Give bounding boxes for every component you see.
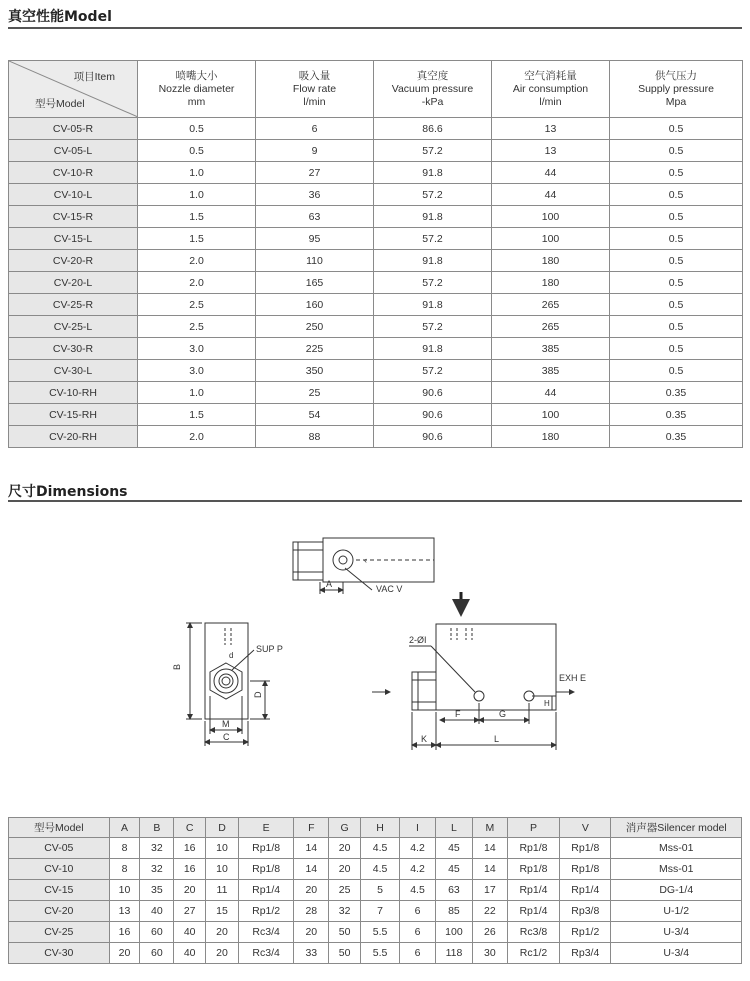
value-cell: 54 [256, 404, 374, 426]
dimensions-row [9, 943, 742, 964]
value-cell: 57.2 [374, 272, 492, 294]
value-cell: 13 [109, 901, 140, 922]
value-cell: 5.5 [361, 943, 400, 964]
value-cell: 1.0 [138, 382, 256, 404]
value-cell: 25 [329, 880, 361, 901]
value-cell: 5 [361, 880, 400, 901]
value-cell: 91.8 [374, 162, 492, 184]
corner-item-label: 项目Item [73, 71, 115, 83]
model-cell: CV-30-L [9, 360, 138, 382]
value-cell: 63 [256, 206, 374, 228]
value-cell: 4.5 [400, 880, 436, 901]
value-cell: 20 [329, 838, 361, 859]
front-view [372, 592, 586, 750]
dimensions-header-cell: L [435, 818, 472, 838]
value-cell: 165 [256, 272, 374, 294]
value-cell: 6 [400, 922, 436, 943]
value-cell: 20 [294, 880, 329, 901]
value-cell: 385 [492, 338, 610, 360]
header-nozzle-diameter: 喷嘴大小 Nozzle diameter mm [138, 61, 256, 118]
value-cell: Rp3/4 [560, 943, 611, 964]
value-cell: 0.35 [610, 426, 743, 448]
dim-l-label: L [494, 734, 500, 744]
value-cell: 0.5 [610, 294, 743, 316]
value-cell: 0.5 [610, 360, 743, 382]
dimensions-row [9, 880, 742, 901]
value-cell: Rc1/2 [507, 943, 559, 964]
model-cell: CV-20-RH [9, 426, 138, 448]
value-cell: 0.5 [610, 140, 743, 162]
dim-d-small-label: d [229, 651, 234, 660]
model-cell: CV-15-R [9, 206, 138, 228]
value-cell: 4.5 [361, 838, 400, 859]
value-cell: 57.2 [374, 140, 492, 162]
model-cell: CV-25-R [9, 294, 138, 316]
model-cell: CV-05 [9, 838, 110, 859]
value-cell: 90.6 [374, 382, 492, 404]
model-cell: CV-10-RH [9, 382, 138, 404]
dimensions-header-cell: 型号Model [9, 818, 110, 838]
value-cell: 57.2 [374, 184, 492, 206]
model-cell: CV-25-L [9, 316, 138, 338]
dimensions-row [9, 922, 742, 943]
value-cell: 100 [492, 404, 610, 426]
dim-m-label: M [222, 719, 230, 729]
value-cell: 4.2 [400, 838, 436, 859]
value-cell: 35 [140, 880, 174, 901]
value-cell: Rp1/8 [507, 859, 559, 880]
dimensions-section-title: 尺寸Dimensions [8, 484, 128, 500]
value-cell: 22 [472, 901, 507, 922]
performance-row [9, 338, 743, 360]
value-cell: 100 [435, 922, 472, 943]
value-cell: 95 [256, 228, 374, 250]
value-cell: 265 [492, 316, 610, 338]
value-cell: 57.2 [374, 316, 492, 338]
value-cell: 6 [256, 118, 374, 140]
sup-port-label: SUP P [256, 644, 283, 654]
value-cell: 88 [256, 426, 374, 448]
dimensions-header-cell: G [329, 818, 361, 838]
value-cell: 57.2 [374, 360, 492, 382]
performance-row [9, 206, 743, 228]
dim-h-label: H [544, 699, 550, 708]
value-cell: 180 [492, 272, 610, 294]
value-cell: 33 [294, 943, 329, 964]
performance-row [9, 360, 743, 382]
dimensions-table [8, 817, 742, 964]
value-cell: Rp1/8 [560, 859, 611, 880]
value-cell: 44 [492, 162, 610, 184]
performance-row [9, 140, 743, 162]
value-cell: Mss-01 [611, 859, 742, 880]
value-cell: 0.5 [610, 206, 743, 228]
value-cell: Rp1/8 [507, 838, 559, 859]
value-cell: 0.5 [610, 228, 743, 250]
dimensions-row [9, 901, 742, 922]
value-cell: 60 [140, 943, 174, 964]
value-cell: Mss-01 [611, 838, 742, 859]
side-view [172, 623, 283, 746]
model-cell: CV-05-R [9, 118, 138, 140]
value-cell: 44 [492, 184, 610, 206]
dimensions-header-cell: C [174, 818, 206, 838]
model-cell: CV-10-L [9, 184, 138, 206]
header-air-consumption: 空气消耗量 Air consumption l/min [492, 61, 610, 118]
hole-label: 2-ØI [409, 635, 427, 645]
dimensions-row [9, 838, 742, 859]
value-cell: 118 [435, 943, 472, 964]
value-cell: 20 [294, 922, 329, 943]
model-cell: CV-20-R [9, 250, 138, 272]
value-cell: 14 [294, 838, 329, 859]
exh-port-label: EXH E [559, 673, 587, 683]
performance-row [9, 184, 743, 206]
model-cell: CV-30-R [9, 338, 138, 360]
value-cell: 2.0 [138, 272, 256, 294]
value-cell: 0.35 [610, 404, 743, 426]
model-cell: CV-10 [9, 859, 110, 880]
value-cell: 100 [492, 206, 610, 228]
value-cell: 45 [435, 859, 472, 880]
performance-row [9, 272, 743, 294]
value-cell: 0.5 [610, 338, 743, 360]
value-cell: 10 [109, 880, 140, 901]
value-cell: 20 [329, 859, 361, 880]
value-cell: 45 [435, 838, 472, 859]
top-view [293, 538, 434, 594]
value-cell: 160 [256, 294, 374, 316]
model-cell: CV-10-R [9, 162, 138, 184]
value-cell: Rp1/4 [507, 880, 559, 901]
value-cell: 9 [256, 140, 374, 162]
value-cell: 13 [492, 140, 610, 162]
dimensions-header-cell: I [400, 818, 436, 838]
value-cell: Rp1/2 [238, 901, 293, 922]
value-cell: 36 [256, 184, 374, 206]
dimensions-header-cell: M [472, 818, 507, 838]
value-cell: 44 [492, 382, 610, 404]
value-cell: 14 [472, 859, 507, 880]
value-cell: Rp1/8 [560, 838, 611, 859]
value-cell: 7 [361, 901, 400, 922]
value-cell: 27 [174, 901, 206, 922]
value-cell: 8 [109, 838, 140, 859]
value-cell: 180 [492, 250, 610, 272]
value-cell: 57.2 [374, 228, 492, 250]
model-cell: CV-15 [9, 880, 110, 901]
value-cell: Rc3/4 [238, 922, 293, 943]
value-cell: 26 [472, 922, 507, 943]
value-cell: U-3/4 [611, 943, 742, 964]
value-cell: 63 [435, 880, 472, 901]
performance-row [9, 250, 743, 272]
model-cell: CV-15-RH [9, 404, 138, 426]
dimensions-header-cell: 消声器Silencer model [611, 818, 742, 838]
value-cell: 10 [206, 859, 239, 880]
dimensions-header-cell: H [361, 818, 400, 838]
value-cell: 91.8 [374, 338, 492, 360]
value-cell: 32 [140, 859, 174, 880]
dim-a-label: A [326, 579, 333, 589]
dimensions-header-cell: A [109, 818, 140, 838]
value-cell: 0.5 [610, 184, 743, 206]
dimensions-row [9, 859, 742, 880]
value-cell: 60 [140, 922, 174, 943]
value-cell: Rp1/8 [238, 838, 293, 859]
value-cell: 0.5 [610, 250, 743, 272]
model-cell: CV-05-L [9, 140, 138, 162]
value-cell: 40 [174, 943, 206, 964]
value-cell: 0.5 [138, 118, 256, 140]
value-cell: 50 [329, 922, 361, 943]
model-cell: CV-25 [9, 922, 110, 943]
value-cell: 16 [109, 922, 140, 943]
dimension-drawing [0, 520, 750, 760]
value-cell: 265 [492, 294, 610, 316]
header-supply-pressure: 供气压力 Supply pressure Mpa [610, 61, 743, 118]
value-cell: 0.5 [610, 316, 743, 338]
value-cell: 0.5 [610, 118, 743, 140]
value-cell: 0.35 [610, 382, 743, 404]
value-cell: Rp1/8 [238, 859, 293, 880]
value-cell: 25 [256, 382, 374, 404]
value-cell: 4.2 [400, 859, 436, 880]
model-cell: CV-20 [9, 901, 110, 922]
value-cell: 16 [174, 859, 206, 880]
value-cell: 90.6 [374, 404, 492, 426]
value-cell: Rp1/2 [560, 922, 611, 943]
dim-g-label: G [499, 709, 507, 719]
value-cell: 0.5 [610, 272, 743, 294]
dim-c-label: C [223, 732, 230, 742]
value-cell: 2.0 [138, 250, 256, 272]
value-cell: 91.8 [374, 206, 492, 228]
value-cell: 91.8 [374, 250, 492, 272]
value-cell: 32 [140, 838, 174, 859]
value-cell: 13 [492, 118, 610, 140]
dimensions-header-cell: D [206, 818, 239, 838]
corner-model-label: 型号Model [35, 98, 85, 110]
dim-b-label: B [172, 663, 182, 670]
value-cell: 86.6 [374, 118, 492, 140]
performance-row [9, 382, 743, 404]
value-cell: 90.6 [374, 426, 492, 448]
value-cell: U-3/4 [611, 922, 742, 943]
value-cell: 40 [174, 922, 206, 943]
value-cell: Rp1/4 [507, 901, 559, 922]
value-cell: 8 [109, 859, 140, 880]
value-cell: 85 [435, 901, 472, 922]
header-vacuum-pressure: 真空度 Vacuum pressure -kPa [374, 61, 492, 118]
value-cell: 350 [256, 360, 374, 382]
performance-row [9, 162, 743, 184]
value-cell: 14 [294, 859, 329, 880]
performance-row [9, 228, 743, 250]
value-cell: 100 [492, 228, 610, 250]
value-cell: U-1/2 [611, 901, 742, 922]
value-cell: 385 [492, 360, 610, 382]
vac-port-label: VAC V [376, 584, 403, 594]
value-cell: 1.0 [138, 162, 256, 184]
value-cell: 3.0 [138, 360, 256, 382]
value-cell: 14 [472, 838, 507, 859]
value-cell: 20 [206, 943, 239, 964]
dimensions-header-row [9, 818, 742, 838]
value-cell: 1.5 [138, 228, 256, 250]
dimensions-header-cell: E [238, 818, 293, 838]
value-cell: 16 [174, 838, 206, 859]
performance-row [9, 426, 743, 448]
dim-f-label: F [455, 709, 461, 719]
model-cell: CV-30 [9, 943, 110, 964]
value-cell: 50 [329, 943, 361, 964]
performance-table-body [9, 118, 743, 448]
value-cell: 1.5 [138, 404, 256, 426]
header-corner-cell [9, 61, 138, 118]
performance-row [9, 118, 743, 140]
value-cell: Rp3/8 [560, 901, 611, 922]
value-cell: 1.5 [138, 206, 256, 228]
value-cell: 180 [492, 426, 610, 448]
value-cell: Rc3/4 [238, 943, 293, 964]
value-cell: 225 [256, 338, 374, 360]
performance-row [9, 404, 743, 426]
performance-row [9, 294, 743, 316]
value-cell: 4.5 [361, 859, 400, 880]
value-cell: 32 [329, 901, 361, 922]
value-cell: Rc3/8 [507, 922, 559, 943]
dimensions-header-cell: P [507, 818, 559, 838]
value-cell: 91.8 [374, 294, 492, 316]
value-cell: 11 [206, 880, 239, 901]
value-cell: 20 [174, 880, 206, 901]
value-cell: 5.5 [361, 922, 400, 943]
value-cell: 250 [256, 316, 374, 338]
value-cell: 3.0 [138, 338, 256, 360]
value-cell: 110 [256, 250, 374, 272]
section-divider [8, 27, 742, 29]
model-cell: CV-15-L [9, 228, 138, 250]
value-cell: 17 [472, 880, 507, 901]
header-flow-rate: 吸入量 Flow rate l/min [256, 61, 374, 118]
value-cell: Rp1/4 [238, 880, 293, 901]
value-cell: 20 [206, 922, 239, 943]
section-divider [8, 500, 742, 502]
value-cell: 2.5 [138, 316, 256, 338]
dimensions-header-cell: F [294, 818, 329, 838]
model-section-title: 真空性能Model [8, 9, 112, 25]
model-cell: CV-20-L [9, 272, 138, 294]
value-cell: 0.5 [138, 140, 256, 162]
value-cell: 28 [294, 901, 329, 922]
value-cell: 2.0 [138, 426, 256, 448]
value-cell: 40 [140, 901, 174, 922]
value-cell: 15 [206, 901, 239, 922]
value-cell: 6 [400, 943, 436, 964]
performance-row [9, 316, 743, 338]
value-cell: 6 [400, 901, 436, 922]
performance-table [8, 60, 743, 448]
dimensions-header-cell: B [140, 818, 174, 838]
value-cell: 10 [206, 838, 239, 859]
value-cell: 30 [472, 943, 507, 964]
performance-header-row [9, 61, 743, 118]
dimensions-header-cell: V [560, 818, 611, 838]
value-cell: DG-1/4 [611, 880, 742, 901]
value-cell: Rp1/4 [560, 880, 611, 901]
dim-k-label: K [421, 734, 428, 744]
svg-text:‹: ‹ [364, 555, 367, 565]
dim-d-label: D [253, 691, 263, 698]
value-cell: 0.5 [610, 162, 743, 184]
value-cell: 2.5 [138, 294, 256, 316]
value-cell: 1.0 [138, 184, 256, 206]
value-cell: 20 [109, 943, 140, 964]
value-cell: 27 [256, 162, 374, 184]
dimensions-table-body [9, 838, 742, 964]
